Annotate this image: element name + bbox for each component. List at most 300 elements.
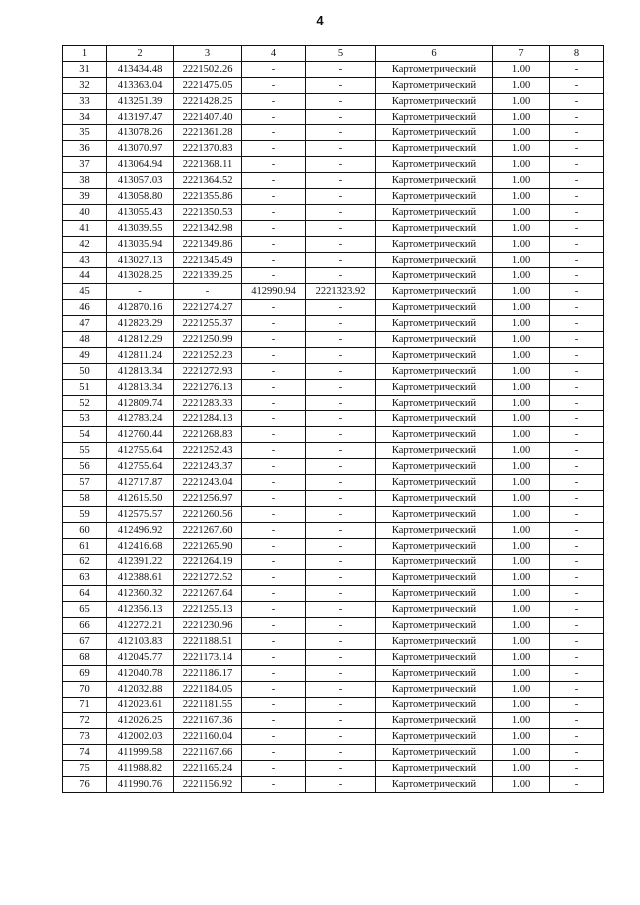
table-cell: - bbox=[242, 173, 306, 189]
table-cell: 1.00 bbox=[493, 379, 550, 395]
table-cell: Картометрический bbox=[376, 665, 493, 681]
table-row bbox=[63, 681, 604, 697]
table-cell: Картометрический bbox=[376, 204, 493, 220]
table-cell: 412023.61 bbox=[107, 697, 174, 713]
table-cell: 2221364.52 bbox=[174, 173, 242, 189]
table-cell: - bbox=[550, 77, 604, 93]
table-cell: 2221370.83 bbox=[174, 141, 242, 157]
table-cell: Картометрический bbox=[376, 379, 493, 395]
table-row bbox=[63, 538, 604, 554]
table-cell: 412040.78 bbox=[107, 665, 174, 681]
table-cell: 53 bbox=[63, 411, 107, 427]
table-cell: 65 bbox=[63, 602, 107, 618]
table-cell: 74 bbox=[63, 745, 107, 761]
table-cell: 2221350.53 bbox=[174, 204, 242, 220]
column-header-4: 4 bbox=[242, 46, 306, 62]
table-cell: Картометрический bbox=[376, 570, 493, 586]
table-cell: 411999.58 bbox=[107, 745, 174, 761]
table-cell: 62 bbox=[63, 554, 107, 570]
table-cell: 1.00 bbox=[493, 204, 550, 220]
table-cell: Картометрический bbox=[376, 427, 493, 443]
table-cell: - bbox=[306, 729, 376, 745]
table-cell: - bbox=[242, 554, 306, 570]
table-cell: 2221186.17 bbox=[174, 665, 242, 681]
table-cell: - bbox=[242, 649, 306, 665]
table-cell: - bbox=[306, 761, 376, 777]
table-cell: 2221188.51 bbox=[174, 633, 242, 649]
table-cell: 60 bbox=[63, 522, 107, 538]
table-cell: Картометрический bbox=[376, 125, 493, 141]
table-cell: 412026.25 bbox=[107, 713, 174, 729]
table-cell: - bbox=[550, 125, 604, 141]
table-cell: - bbox=[306, 300, 376, 316]
table-cell: 52 bbox=[63, 395, 107, 411]
table-cell: 2221165.24 bbox=[174, 761, 242, 777]
table-cell: 2221230.96 bbox=[174, 618, 242, 634]
table-cell: - bbox=[550, 157, 604, 173]
table-cell: - bbox=[306, 618, 376, 634]
table-cell: Картометрический bbox=[376, 300, 493, 316]
table-cell: - bbox=[306, 490, 376, 506]
table-cell: - bbox=[306, 713, 376, 729]
table-cell: - bbox=[550, 427, 604, 443]
table-cell: - bbox=[242, 236, 306, 252]
table-cell: 1.00 bbox=[493, 649, 550, 665]
table-cell: - bbox=[306, 61, 376, 77]
table-cell: - bbox=[242, 776, 306, 792]
table-cell: - bbox=[550, 347, 604, 363]
table-cell: 1.00 bbox=[493, 761, 550, 777]
table-cell: - bbox=[550, 379, 604, 395]
table-cell: 1.00 bbox=[493, 745, 550, 761]
table-cell: 46 bbox=[63, 300, 107, 316]
table-row bbox=[63, 316, 604, 332]
table-row bbox=[63, 284, 604, 300]
table-cell: - bbox=[550, 649, 604, 665]
table-cell: - bbox=[550, 490, 604, 506]
table-cell: 412360.32 bbox=[107, 586, 174, 602]
table-cell: - bbox=[550, 459, 604, 475]
column-header-6: 6 bbox=[376, 46, 493, 62]
table-cell: 412002.03 bbox=[107, 729, 174, 745]
table-cell: - bbox=[242, 204, 306, 220]
table-cell: - bbox=[306, 395, 376, 411]
table-cell: Картометрический bbox=[376, 475, 493, 491]
table-cell: 411988.82 bbox=[107, 761, 174, 777]
table-cell: 412783.24 bbox=[107, 411, 174, 427]
table-cell: 2221349.86 bbox=[174, 236, 242, 252]
table-cell: 413078.26 bbox=[107, 125, 174, 141]
table-cell: 2221475.05 bbox=[174, 77, 242, 93]
table-cell: 1.00 bbox=[493, 490, 550, 506]
table-cell: - bbox=[550, 61, 604, 77]
table-cell: 2221167.36 bbox=[174, 713, 242, 729]
table-cell: - bbox=[306, 268, 376, 284]
table-cell: 57 bbox=[63, 475, 107, 491]
table-cell: 47 bbox=[63, 316, 107, 332]
table-cell: 1.00 bbox=[493, 633, 550, 649]
table-cell: 71 bbox=[63, 697, 107, 713]
table-cell: 413070.97 bbox=[107, 141, 174, 157]
table-cell: 2221265.90 bbox=[174, 538, 242, 554]
table-cell: - bbox=[242, 395, 306, 411]
table-cell: 1.00 bbox=[493, 459, 550, 475]
table-cell: 2221243.04 bbox=[174, 475, 242, 491]
table-cell: - bbox=[550, 109, 604, 125]
table-cell: - bbox=[550, 332, 604, 348]
table-cell: 1.00 bbox=[493, 554, 550, 570]
table-cell: 412755.64 bbox=[107, 443, 174, 459]
table-row bbox=[63, 459, 604, 475]
table-cell: 1.00 bbox=[493, 316, 550, 332]
table-cell: 63 bbox=[63, 570, 107, 586]
table-row bbox=[63, 141, 604, 157]
table-cell: - bbox=[306, 649, 376, 665]
table-cell: - bbox=[242, 665, 306, 681]
table-cell: Картометрический bbox=[376, 157, 493, 173]
table-cell: 1.00 bbox=[493, 157, 550, 173]
table-cell: 413058.80 bbox=[107, 189, 174, 205]
table-cell: 412045.77 bbox=[107, 649, 174, 665]
table-row bbox=[63, 300, 604, 316]
table-cell: - bbox=[306, 554, 376, 570]
table-cell: - bbox=[550, 284, 604, 300]
table-cell: - bbox=[306, 697, 376, 713]
table-row bbox=[63, 77, 604, 93]
table-cell: 2221274.27 bbox=[174, 300, 242, 316]
table-cell: 2221173.14 bbox=[174, 649, 242, 665]
table-cell: 2221264.19 bbox=[174, 554, 242, 570]
table-cell: - bbox=[550, 411, 604, 427]
table-cell: - bbox=[550, 665, 604, 681]
table-cell: 412812.29 bbox=[107, 332, 174, 348]
table-cell: - bbox=[306, 363, 376, 379]
table-cell: 413064.94 bbox=[107, 157, 174, 173]
coordinates-table bbox=[62, 45, 604, 793]
table-cell: Картометрический bbox=[376, 681, 493, 697]
table-cell: 412356.13 bbox=[107, 602, 174, 618]
table-cell: 1.00 bbox=[493, 268, 550, 284]
table-cell: Картометрический bbox=[376, 284, 493, 300]
table-row bbox=[63, 379, 604, 395]
table-cell: - bbox=[306, 586, 376, 602]
table-cell: - bbox=[242, 141, 306, 157]
table-row bbox=[63, 109, 604, 125]
table-cell: 1.00 bbox=[493, 363, 550, 379]
table-cell: 32 bbox=[63, 77, 107, 93]
table-cell: 2221267.64 bbox=[174, 586, 242, 602]
table-cell: 55 bbox=[63, 443, 107, 459]
table-row bbox=[63, 522, 604, 538]
table-row bbox=[63, 157, 604, 173]
table-cell: - bbox=[306, 236, 376, 252]
page-number: 4 bbox=[316, 13, 324, 28]
table-header-row bbox=[63, 46, 604, 62]
table-cell: 413035.94 bbox=[107, 236, 174, 252]
table-cell: - bbox=[306, 602, 376, 618]
table-cell: 67 bbox=[63, 633, 107, 649]
table-cell: - bbox=[306, 93, 376, 109]
table-cell: 40 bbox=[63, 204, 107, 220]
table-cell: - bbox=[306, 745, 376, 761]
table-cell: 2221276.13 bbox=[174, 379, 242, 395]
table-cell: 1.00 bbox=[493, 125, 550, 141]
table-cell: - bbox=[242, 427, 306, 443]
table-cell: - bbox=[242, 459, 306, 475]
table-cell: 412388.61 bbox=[107, 570, 174, 586]
table-cell: Картометрический bbox=[376, 268, 493, 284]
table-cell: Картометрический bbox=[376, 776, 493, 792]
table-cell: 413363.04 bbox=[107, 77, 174, 93]
table-cell: - bbox=[550, 300, 604, 316]
table-cell: Картометрический bbox=[376, 490, 493, 506]
table-cell: - bbox=[550, 189, 604, 205]
table-cell: 413057.03 bbox=[107, 173, 174, 189]
table-cell: 58 bbox=[63, 490, 107, 506]
table-row bbox=[63, 776, 604, 792]
column-header-2: 2 bbox=[107, 46, 174, 62]
table-cell: 31 bbox=[63, 61, 107, 77]
table-cell: 413039.55 bbox=[107, 220, 174, 236]
table-cell: 43 bbox=[63, 252, 107, 268]
table-cell: Картометрический bbox=[376, 252, 493, 268]
table-cell: 412813.34 bbox=[107, 363, 174, 379]
table-cell: 68 bbox=[63, 649, 107, 665]
table-cell: 412809.74 bbox=[107, 395, 174, 411]
table-cell: 2221250.99 bbox=[174, 332, 242, 348]
table-cell: - bbox=[242, 475, 306, 491]
table-cell: 413027.13 bbox=[107, 252, 174, 268]
table-cell: - bbox=[242, 93, 306, 109]
table-cell: 1.00 bbox=[493, 141, 550, 157]
table-cell: 61 bbox=[63, 538, 107, 554]
table-cell: - bbox=[306, 189, 376, 205]
table-cell: - bbox=[242, 220, 306, 236]
table-cell: 1.00 bbox=[493, 713, 550, 729]
table-cell: 412717.87 bbox=[107, 475, 174, 491]
table-cell: - bbox=[306, 459, 376, 475]
table-cell: 44 bbox=[63, 268, 107, 284]
table-cell: - bbox=[306, 411, 376, 427]
table-cell: - bbox=[550, 316, 604, 332]
table-row bbox=[63, 570, 604, 586]
table-cell: 412615.50 bbox=[107, 490, 174, 506]
table-cell: Картометрический bbox=[376, 173, 493, 189]
table-cell: - bbox=[306, 77, 376, 93]
table-cell: 1.00 bbox=[493, 618, 550, 634]
table-cell: 1.00 bbox=[493, 538, 550, 554]
table-cell: Картометрический bbox=[376, 220, 493, 236]
table-cell: - bbox=[550, 141, 604, 157]
column-header-3: 3 bbox=[174, 46, 242, 62]
table-row bbox=[63, 411, 604, 427]
table-cell: - bbox=[550, 252, 604, 268]
table-cell: 2221156.92 bbox=[174, 776, 242, 792]
table-cell: 412870.16 bbox=[107, 300, 174, 316]
table-row bbox=[63, 395, 604, 411]
table-cell: - bbox=[242, 506, 306, 522]
table-cell: 1.00 bbox=[493, 697, 550, 713]
table-cell: Картометрический bbox=[376, 761, 493, 777]
table-row bbox=[63, 93, 604, 109]
table-cell: 1.00 bbox=[493, 77, 550, 93]
table-cell: - bbox=[242, 109, 306, 125]
table-cell: - bbox=[306, 427, 376, 443]
table-cell: - bbox=[550, 776, 604, 792]
table-cell: 1.00 bbox=[493, 522, 550, 538]
table-row bbox=[63, 729, 604, 745]
table-cell: 412416.68 bbox=[107, 538, 174, 554]
table-row bbox=[63, 363, 604, 379]
table-cell: 412755.64 bbox=[107, 459, 174, 475]
table-cell: - bbox=[306, 665, 376, 681]
table-cell: 41 bbox=[63, 220, 107, 236]
table-cell: - bbox=[306, 538, 376, 554]
table-cell: 2221255.37 bbox=[174, 316, 242, 332]
table-cell: 35 bbox=[63, 125, 107, 141]
table-cell: 1.00 bbox=[493, 506, 550, 522]
table-cell: - bbox=[242, 61, 306, 77]
table-cell: 1.00 bbox=[493, 284, 550, 300]
table-row bbox=[63, 204, 604, 220]
table-cell: 2221368.11 bbox=[174, 157, 242, 173]
table-cell: 1.00 bbox=[493, 475, 550, 491]
table-cell: - bbox=[306, 316, 376, 332]
table-cell: Картометрический bbox=[376, 554, 493, 570]
table-cell: - bbox=[242, 268, 306, 284]
table-cell: - bbox=[550, 220, 604, 236]
table-cell: Картометрический bbox=[376, 109, 493, 125]
table-cell: - bbox=[242, 602, 306, 618]
table-row bbox=[63, 602, 604, 618]
column-header-1: 1 bbox=[63, 46, 107, 62]
table-cell: 33 bbox=[63, 93, 107, 109]
table-cell: Картометрический bbox=[376, 586, 493, 602]
table-cell: 1.00 bbox=[493, 411, 550, 427]
table-cell: Картометрический bbox=[376, 633, 493, 649]
table-cell: - bbox=[242, 363, 306, 379]
table-cell: - bbox=[550, 522, 604, 538]
table-cell: 37 bbox=[63, 157, 107, 173]
table-row bbox=[63, 697, 604, 713]
table-cell: - bbox=[242, 379, 306, 395]
table-cell: 1.00 bbox=[493, 300, 550, 316]
table-cell: 2221342.98 bbox=[174, 220, 242, 236]
table-cell: Картометрический bbox=[376, 713, 493, 729]
table-cell: 1.00 bbox=[493, 109, 550, 125]
table-cell: Картометрический bbox=[376, 459, 493, 475]
table-cell: - bbox=[242, 189, 306, 205]
table-cell: 412760.44 bbox=[107, 427, 174, 443]
table-cell: 2221267.60 bbox=[174, 522, 242, 538]
column-header-5: 5 bbox=[306, 46, 376, 62]
table-cell: Картометрический bbox=[376, 411, 493, 427]
table-row bbox=[63, 236, 604, 252]
table-cell: 2221243.37 bbox=[174, 459, 242, 475]
table-cell: - bbox=[550, 586, 604, 602]
table-cell: - bbox=[550, 538, 604, 554]
table-cell: - bbox=[306, 776, 376, 792]
table-cell: 1.00 bbox=[493, 189, 550, 205]
table-row bbox=[63, 649, 604, 665]
table-cell: - bbox=[550, 570, 604, 586]
table-cell: - bbox=[550, 681, 604, 697]
table-cell: 413028.25 bbox=[107, 268, 174, 284]
table-cell: 2221268.83 bbox=[174, 427, 242, 443]
table-cell: 1.00 bbox=[493, 665, 550, 681]
table-cell: 39 bbox=[63, 189, 107, 205]
table-cell: 2221355.86 bbox=[174, 189, 242, 205]
table-cell: - bbox=[550, 173, 604, 189]
table-row bbox=[63, 475, 604, 491]
table-cell: 2221323.92 bbox=[306, 284, 376, 300]
table-cell: 2221361.28 bbox=[174, 125, 242, 141]
table-cell: - bbox=[306, 157, 376, 173]
table-cell: 412811.24 bbox=[107, 347, 174, 363]
table-row bbox=[63, 332, 604, 348]
table-cell: - bbox=[306, 141, 376, 157]
table-row bbox=[63, 586, 604, 602]
table-row bbox=[63, 347, 604, 363]
table-cell: - bbox=[242, 761, 306, 777]
table-cell: Картометрический bbox=[376, 729, 493, 745]
table-cell: - bbox=[242, 522, 306, 538]
table-cell: - bbox=[306, 173, 376, 189]
table-cell: - bbox=[242, 618, 306, 634]
table-cell: 50 bbox=[63, 363, 107, 379]
table-cell: - bbox=[242, 300, 306, 316]
table-cell: - bbox=[242, 586, 306, 602]
table-cell: - bbox=[242, 347, 306, 363]
table-cell: 2221252.43 bbox=[174, 443, 242, 459]
table-cell: Картометрический bbox=[376, 316, 493, 332]
table-cell: - bbox=[550, 618, 604, 634]
table-cell: 412813.34 bbox=[107, 379, 174, 395]
table-cell: Картометрический bbox=[376, 538, 493, 554]
table-cell: 1.00 bbox=[493, 61, 550, 77]
table-cell: Картометрический bbox=[376, 61, 493, 77]
table-cell: Картометрический bbox=[376, 332, 493, 348]
table-cell: - bbox=[242, 697, 306, 713]
table-cell: - bbox=[242, 125, 306, 141]
table-cell: Картометрический bbox=[376, 347, 493, 363]
column-header-7: 7 bbox=[493, 46, 550, 62]
table-cell: Картометрический bbox=[376, 506, 493, 522]
table-cell: 1.00 bbox=[493, 173, 550, 189]
table-cell: 1.00 bbox=[493, 586, 550, 602]
table-cell: Картометрический bbox=[376, 189, 493, 205]
table-cell: 412272.21 bbox=[107, 618, 174, 634]
table-row bbox=[63, 427, 604, 443]
table-cell: - bbox=[242, 443, 306, 459]
table-cell: - bbox=[306, 633, 376, 649]
table-cell: - bbox=[306, 109, 376, 125]
table-cell: Картометрический bbox=[376, 93, 493, 109]
table-cell: - bbox=[550, 443, 604, 459]
table-cell: 2221272.52 bbox=[174, 570, 242, 586]
table-cell: Картометрический bbox=[376, 363, 493, 379]
table-cell: Картометрический bbox=[376, 602, 493, 618]
table-cell: 56 bbox=[63, 459, 107, 475]
table-cell: - bbox=[174, 284, 242, 300]
table-cell: 64 bbox=[63, 586, 107, 602]
table-cell: - bbox=[242, 77, 306, 93]
table-cell: - bbox=[242, 538, 306, 554]
table-cell: - bbox=[242, 157, 306, 173]
table-cell: 2221502.26 bbox=[174, 61, 242, 77]
table-cell: - bbox=[242, 252, 306, 268]
table-cell: - bbox=[550, 395, 604, 411]
